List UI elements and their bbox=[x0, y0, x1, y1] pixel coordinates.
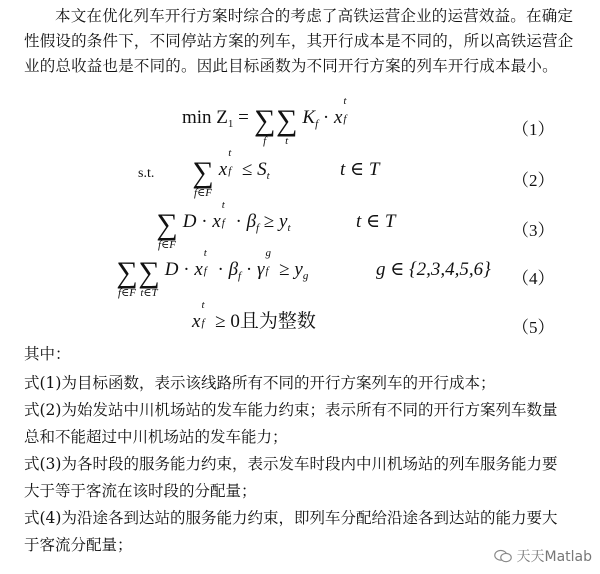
integer-constraint: ≥ 0且为整数 bbox=[215, 311, 316, 332]
equation-4-number: （4） bbox=[512, 269, 555, 288]
equation-1: $\min Z_1$ = ∑ f ∑ t $K_f \cdot x$ t f bbox=[182, 95, 347, 147]
equation-3-domain: t ∈ T bbox=[356, 211, 396, 232]
text-line: 其中： bbox=[24, 345, 71, 363]
watermark bbox=[494, 546, 592, 566]
equation-4-domain: g ∈ {2,3,4,5,6} bbox=[376, 259, 491, 280]
wechat-icon bbox=[494, 549, 512, 563]
equation-5-number: （5） bbox=[512, 318, 555, 337]
text-line: 式(1)为目标函数，表示该线路所有不同的开行方案列车的开行成本； bbox=[24, 374, 496, 392]
text-line: 式(2)为始发站中川机场站的发车能力约束；表示所有不同的开行方案列车数量 bbox=[24, 401, 558, 419]
text-line: 于客流分配量； bbox=[24, 536, 133, 554]
equation-3: ∑ f∈F D · x t f · $\beta_f \ge y_t$ bbox=[156, 199, 291, 251]
equation-3-number: （3） bbox=[512, 221, 555, 240]
equation-2: ∑ f∈F x t f ≤ $S_t$ bbox=[192, 147, 270, 199]
text-line: 总和不能超过中川机场站的发车能力； bbox=[24, 428, 288, 446]
text-line: 式(4)为沿途各到达站的服务能力约束，即列车分配给沿途各到达站的能力要大 bbox=[24, 509, 558, 527]
intro-paragraph: 本文在优化列车开行方案时综合的考虑了高铁运营企业的运营效益。在确定性假设的条件下，不同停站方案的列车，其开行成本是不同的，所以高铁运营企业的总收益也是不同的。因此目标函数为不同开行方案的列车开行成本最小。 bbox=[24, 7, 574, 75]
equation-1-number: （1） bbox=[512, 120, 555, 139]
objective-lhs: $\min Z_1$ bbox=[182, 107, 234, 130]
subject-to-label: s.t. bbox=[138, 166, 155, 181]
text-line: 式(3)为各时段的服务能力约束，表示发车时段内中川机场站的列车服务能力要 bbox=[24, 455, 558, 473]
equation-5: x t f ≥ 0且为整数 bbox=[192, 299, 316, 332]
text-line: 大于等于客流在该时段的分配量； bbox=[24, 482, 257, 500]
equation-2-number: （2） bbox=[512, 171, 555, 190]
equation-4: ∑ f∈F ∑ t∈T D · x t f · $\beta_f \cdot \gamma$ g f ≥ $y_g$ bbox=[116, 247, 309, 299]
equation-2-domain: t ∈ T bbox=[340, 159, 380, 180]
watermark-text: 天天Matlab bbox=[516, 549, 592, 565]
